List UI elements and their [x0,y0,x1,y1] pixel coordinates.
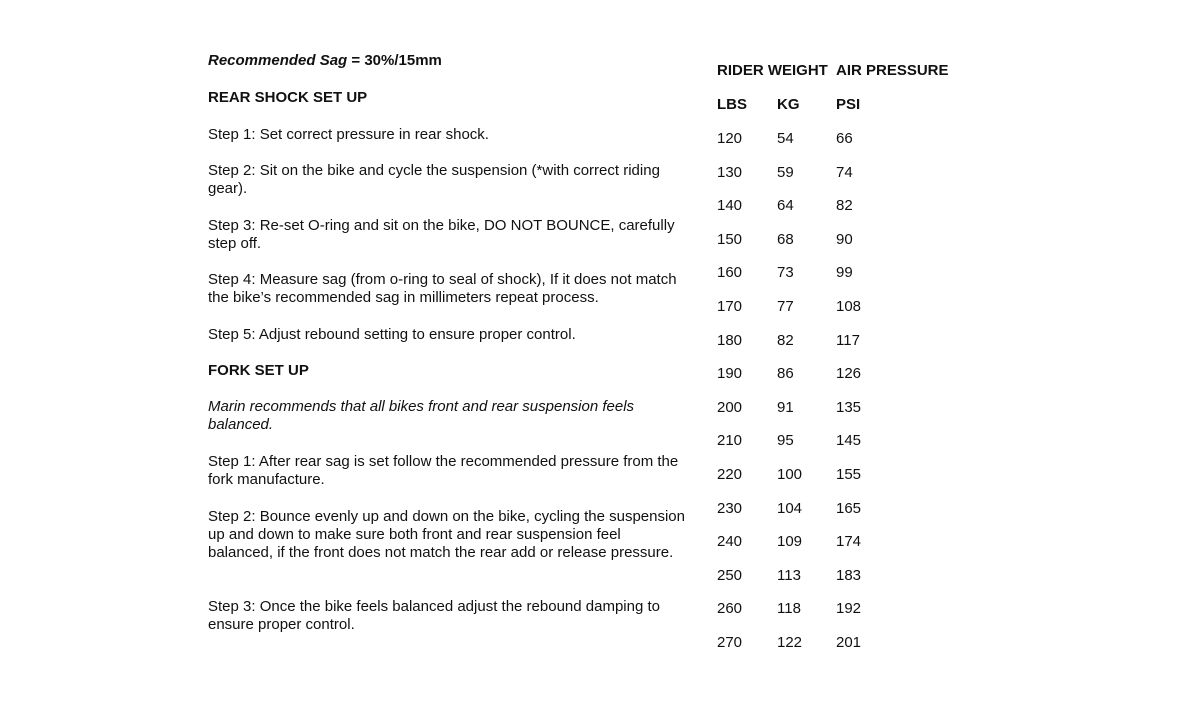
rear-step-4: Step 4: Measure sag (from o-ring to seal of shock), If it does not match the bike’s recommended sag in millimeters repeat process. [208,271,677,306]
rear-step-5: Step 5: Adjust rebound setting to ensure proper control. [208,326,576,343]
table-cell-psi: 174 [836,533,862,550]
table-cell-kg: 77 [777,298,794,315]
table-cell-kg: 122 [777,634,803,651]
table-cell-kg: 64 [777,197,794,214]
fork-note: Marin recommends that all bikes front and rear suspension feels balanced. [208,398,635,433]
table-cell-kg: 86 [777,365,794,382]
table-cell-psi: 145 [836,432,862,449]
table-cell-psi: 183 [836,567,862,584]
table-cell-kg: 91 [777,399,794,416]
table-cell-psi: 82 [836,197,853,214]
recommended-sag-label: Recommended Sag [208,52,348,69]
table-cell-kg: 59 [777,164,794,181]
table-cell-lbs: 270 [717,634,743,651]
table-cell-lbs: 240 [717,533,743,550]
table-cell-psi: 74 [836,164,853,181]
table-cell-kg: 113 [777,567,801,584]
kg-column-header: KG [777,96,800,113]
table-cell-lbs: 200 [717,399,743,416]
table-cell-psi: 135 [836,399,862,416]
pressure-table [717,0,977,720]
recommended-sag-line [208,52,688,70]
table-cell-kg: 109 [777,533,803,550]
fork-step-1: Step 1: After rear sag is set follow the recommended pressure from the fork manufacture. [208,453,679,488]
table-cell-psi: 99 [836,264,853,281]
table-cell-lbs: 250 [717,567,743,584]
table-cell-psi: 165 [836,500,862,517]
table-cell-lbs: 220 [717,466,743,483]
table-cell-lbs: 150 [717,231,743,248]
table-cell-lbs: 160 [717,264,743,281]
table-cell-kg: 95 [777,432,794,449]
table-cell-kg: 104 [777,500,803,517]
rider-weight-header: RIDER WEIGHT [717,62,828,79]
fork-heading: FORK SET UP [208,362,309,379]
table-cell-psi: 108 [836,298,862,315]
table-cell-psi: 155 [836,466,862,483]
table-cell-psi: 126 [836,365,862,382]
table-cell-lbs: 190 [717,365,743,382]
table-cell-lbs: 120 [717,130,743,147]
table-cell-lbs: 140 [717,197,743,214]
table-cell-kg: 68 [777,231,794,248]
table-cell-psi: 117 [836,332,860,349]
table-cell-psi: 201 [836,634,862,651]
table-cell-psi: 66 [836,130,853,147]
rear-shock-heading: REAR SHOCK SET UP [208,89,368,106]
air-pressure-header: AIR PRESSURE [836,62,949,79]
rear-step-1: Step 1: Set correct pressure in rear shock. [208,126,489,143]
table-cell-kg: 100 [777,466,803,483]
table-cell-psi: 90 [836,231,853,248]
fork-step-3: Step 3: Once the bike feels balanced adjust the rebound damping to ensure proper control. [208,598,660,633]
table-cell-lbs: 210 [717,432,743,449]
fork-step-2: Step 2: Bounce evenly up and down on the bike, cycling the suspension up and down to make sure both front and rear suspension feel balanced, if the front does not match the rear add or release pressure. [208,508,685,561]
table-cell-lbs: 230 [717,500,743,517]
psi-column-header: PSI [836,96,861,113]
table-cell-lbs: 260 [717,600,743,617]
table-cell-psi: 192 [836,600,862,617]
recommended-sag-value: = 30%/15mm [347,52,442,69]
lbs-column-header: LBS [717,96,747,113]
rear-step-2: Step 2: Sit on the bike and cycle the suspension (*with correct riding gear). [208,162,660,197]
table-cell-kg: 82 [777,332,794,349]
table-cell-kg: 73 [777,264,794,281]
table-cell-lbs: 170 [717,298,743,315]
rear-step-3: Step 3: Re-set O-ring and sit on the bike, DO NOT BOUNCE, carefully step off. [208,217,675,252]
table-cell-lbs: 130 [717,164,743,181]
table-cell-kg: 118 [777,600,801,617]
table-cell-lbs: 180 [717,332,743,349]
table-cell-kg: 54 [777,130,794,147]
